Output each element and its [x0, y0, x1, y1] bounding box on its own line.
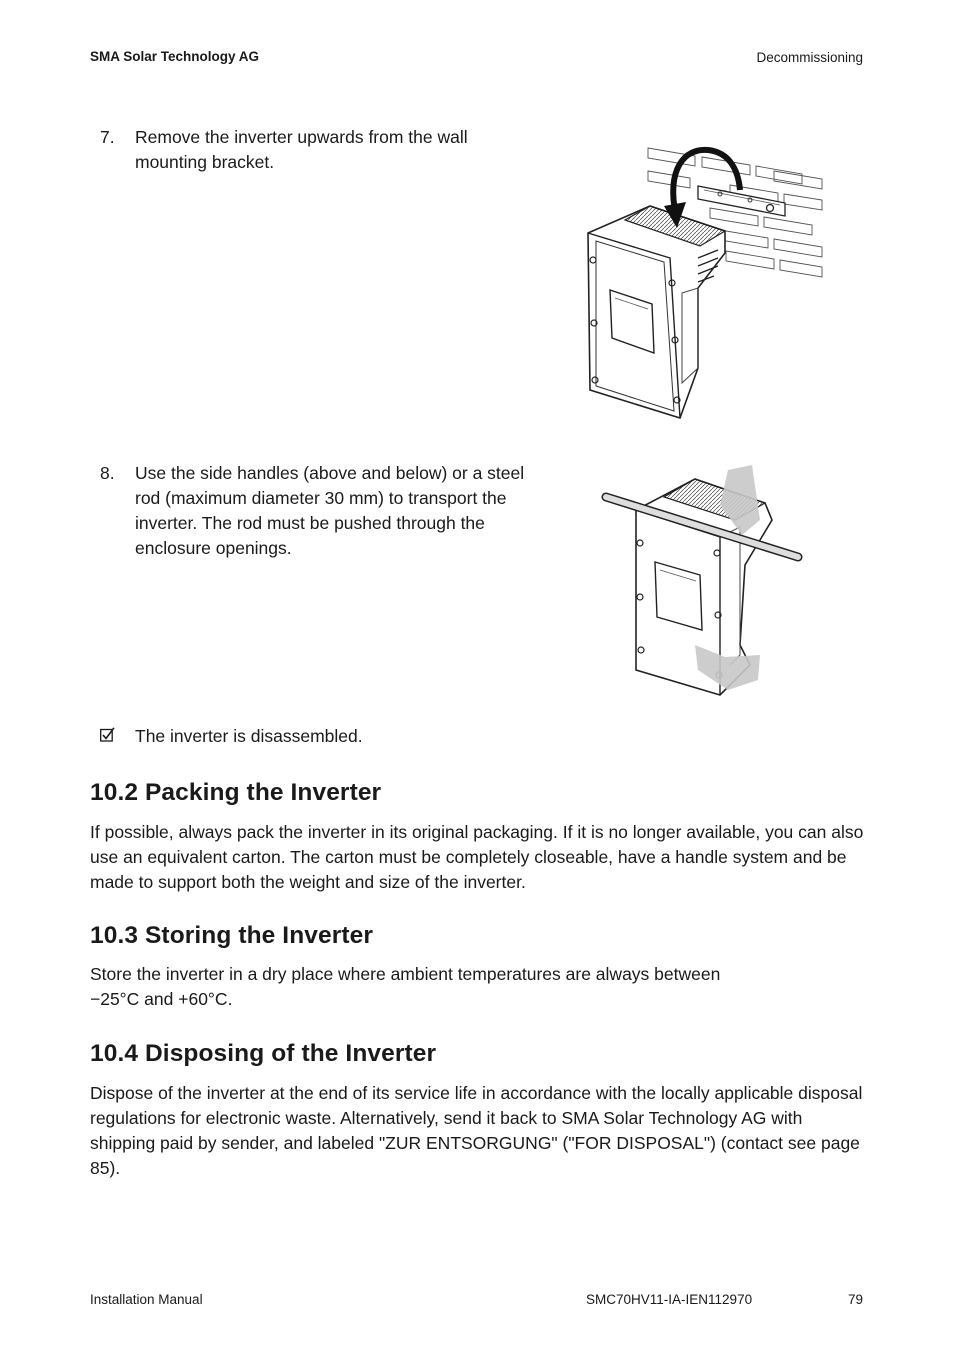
packing-line-2: use an equivalent carton. The carton must be completely closeable, have a handle system and be	[90, 847, 847, 867]
disposing-line-1: Dispose of the inverter at the end of its service life in accordance with the locally applicable disposal	[90, 1083, 863, 1103]
step-7-line-2: mounting bracket.	[135, 152, 275, 172]
footer-doc-id: SMC70HV11-IA-IEN112970	[586, 1292, 753, 1307]
step-8-number: 8.	[100, 463, 115, 483]
header-chapter: Decommissioning	[756, 50, 863, 65]
inverter-body	[588, 206, 725, 418]
packing-line-3: made to support both the weight and size of the inverter.	[90, 872, 526, 892]
step-7-number: 7.	[100, 127, 115, 147]
storing-line-1: Store the inverter in a dry place where ambient temperatures are always between	[90, 964, 721, 984]
wall-mounting-bracket	[698, 186, 785, 216]
step-8-line-3: inverter. The rod must be pushed through the	[135, 513, 485, 533]
storing-line-2: −25°C and +60°C.	[90, 989, 233, 1009]
section-body-storing	[90, 962, 870, 1012]
result-text: The inverter is disassembled.	[135, 726, 363, 746]
section-heading-storing: 10.3 Storing the Inverter	[90, 922, 373, 949]
disposing-line-4: 85).	[90, 1158, 121, 1178]
disposing-line-2: regulations for electronic waste. Alternatively, send it back to SMA Solar Technology AG with	[90, 1108, 803, 1128]
footer-manual-title: Installation Manual	[90, 1292, 203, 1307]
packing-line-1: If possible, always pack the inverter in its original packaging. If it is no longer available, you can also	[90, 822, 864, 842]
header-company: SMA Solar Technology AG	[90, 49, 260, 64]
section-heading-disposing: 10.4 Disposing of the Inverter	[90, 1040, 437, 1067]
step-8-text	[135, 461, 524, 561]
step-7-text	[135, 125, 468, 175]
section-body-packing	[90, 820, 870, 895]
checkbox-checked-icon	[100, 727, 115, 742]
footer-page-number: 79	[847, 1292, 863, 1307]
inverter-transport-illustration	[600, 465, 810, 700]
step-8-line-4: enclosure openings.	[135, 538, 292, 558]
section-heading-packing: 10.2 Packing the Inverter	[90, 779, 382, 806]
step-7-line-1: Remove the inverter upwards from the wall	[135, 127, 468, 147]
inverter-removal-illustration	[580, 128, 830, 423]
step-8-line-2: rod (maximum diameter 30 mm) to transport the	[135, 488, 507, 508]
step-8-line-1: Use the side handles (above and below) or a steel	[135, 463, 525, 483]
section-body-disposing	[90, 1081, 870, 1181]
disposing-line-3: shipping paid by sender, and labeled "ZUR ENTSORGUNG" ("FOR DISPOSAL") (contact see page	[90, 1133, 860, 1153]
